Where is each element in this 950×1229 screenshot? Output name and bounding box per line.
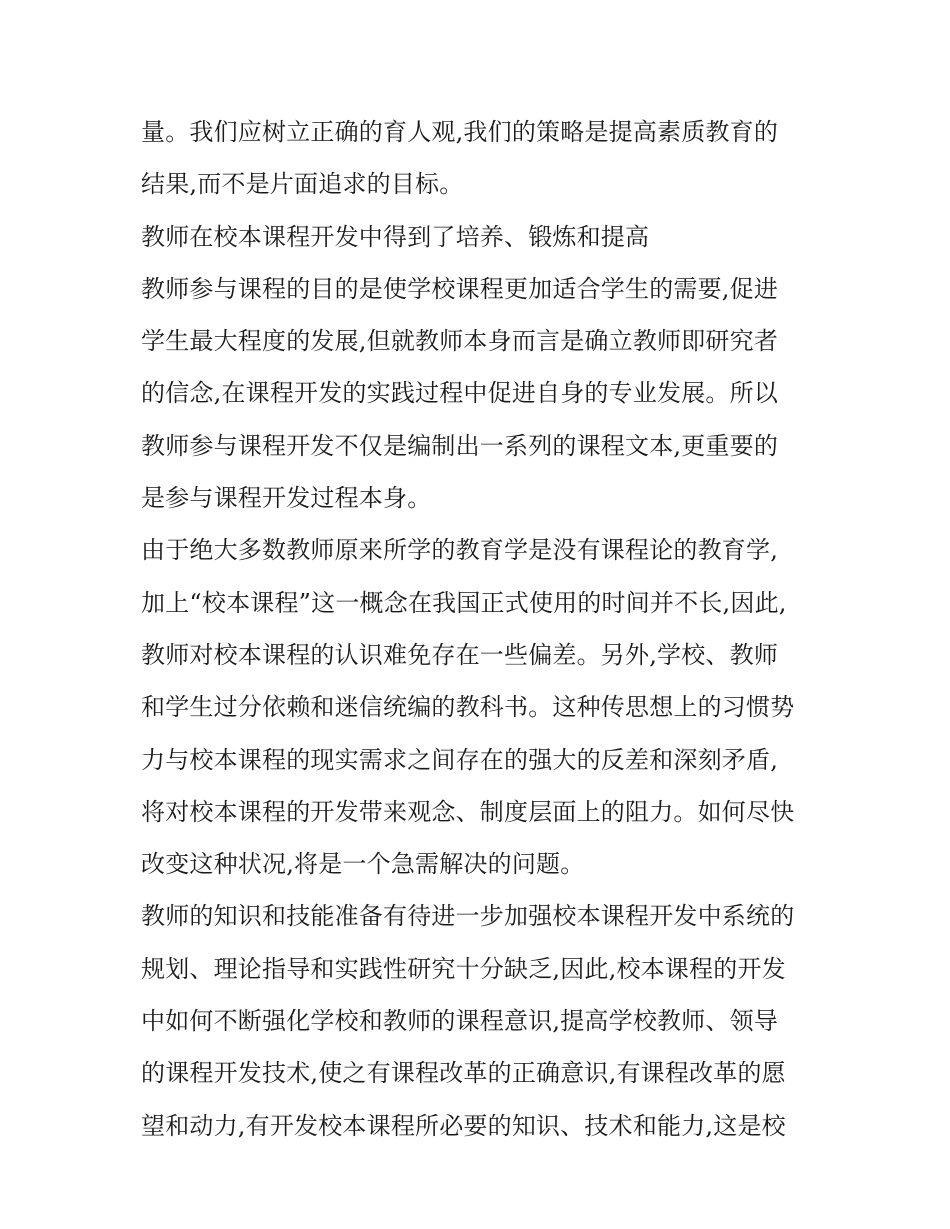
text-line: 中如何不断强化学校和教师的课程意识,提高学校教师、领导 bbox=[141, 1007, 779, 1036]
text-line: 是参与课程开发过程本身。 bbox=[141, 484, 432, 513]
text-line: 学生最大程度的发展,但就教师本身而言是确立教师即研究者 bbox=[141, 327, 779, 356]
section-heading: 教师在校本课程开发中得到了培养、锻炼和提高 bbox=[141, 222, 650, 251]
text-line: 和学生过分依赖和迷信统编的教科书。这种传思想上的习惯势 bbox=[141, 693, 795, 722]
body-text bbox=[141, 106, 821, 1152]
text-line: 加上“校本课程”这一概念在我国正式使用的时间并不长,因此, bbox=[141, 588, 787, 617]
text-line: 改变这种状况,将是一个急需解决的问题。 bbox=[141, 850, 585, 879]
text-line: 的课程开发技术,使之有课程改革的正确意识,有课程改革的愿 bbox=[141, 1059, 786, 1088]
text-line: 量。我们应树立正确的育人观,我们的策略是提高素质教育的 bbox=[141, 118, 779, 146]
text-line: 由于绝大多数教师原来所学的教育学是没有课程论的教育学, bbox=[141, 536, 779, 565]
text-line: 结果,而不是片面追求的目标。 bbox=[141, 170, 464, 199]
text-line: 力与校本课程的现实需求之间存在的强大的反差和深刻矛盾, bbox=[141, 745, 779, 774]
text-line: 教师参与课程的目的是使学校课程更加适合学生的需要,促进 bbox=[141, 274, 779, 303]
text-line: 规划、理论指导和实践性研究十分缺乏,因此,校本课程的开发 bbox=[141, 954, 786, 983]
text-line: 的信念,在课程开发的实践过程中促进自身的专业发展。所以 bbox=[141, 379, 779, 408]
text-line: 教师的知识和技能准备有待进一步加强校本课程开发中系统的 bbox=[141, 902, 795, 931]
text-line: 将对校本课程的开发带来观念、制度层面上的阻力。如何尽快 bbox=[141, 797, 795, 826]
text-line: 望和动力,有开发校本课程所必要的知识、技术和能力,这是校 bbox=[141, 1111, 786, 1140]
text-line: 教师对校本课程的认识难免存在一些偏差。另外,学校、教师 bbox=[141, 640, 779, 669]
text-line: 教师参与课程开发不仅是编制出一系列的课程文本,更重要的 bbox=[141, 431, 779, 460]
